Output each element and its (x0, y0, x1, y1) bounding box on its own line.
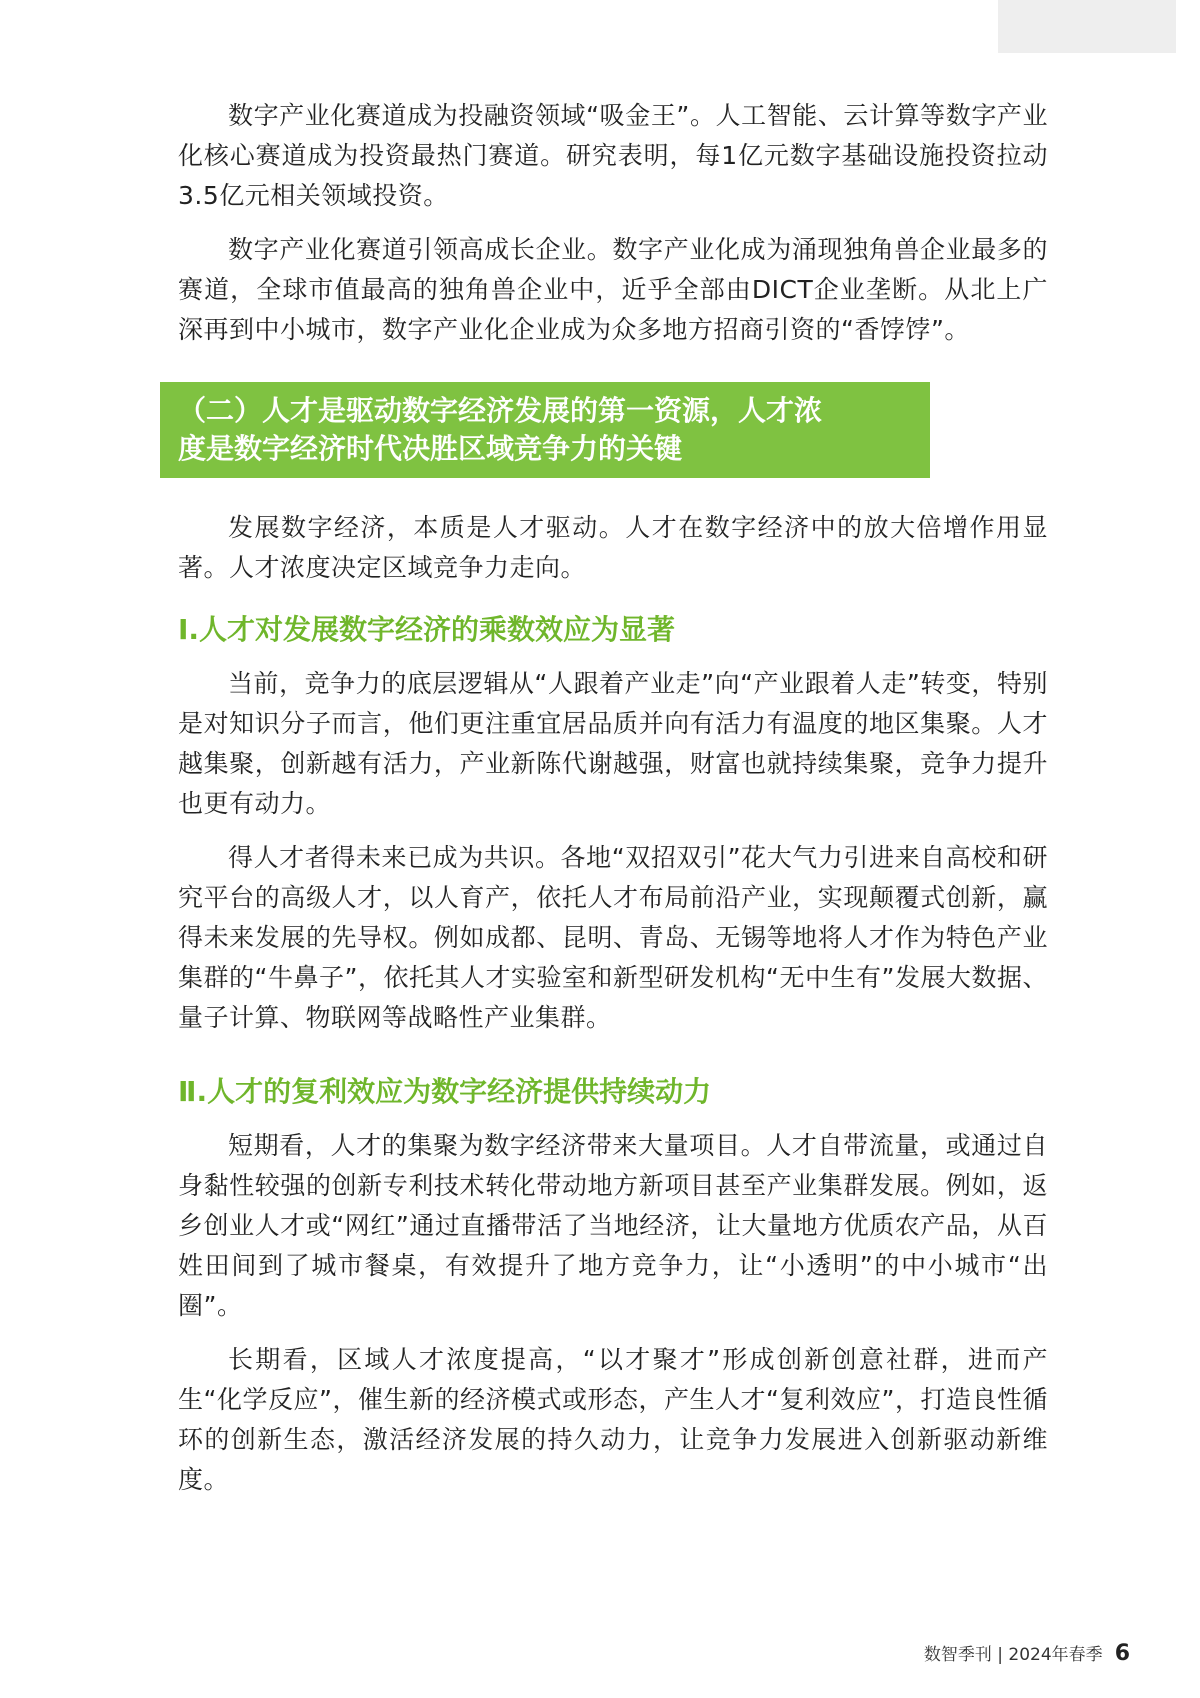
page-number: 6 (1114, 1641, 1130, 1666)
article-body (178, 96, 1048, 1514)
section-heading-line: （二）人才是驱动数字经济发展的第一资源，人才浓 (178, 394, 823, 427)
publication-label: 数智季刊 | 2024年春季 (923, 1645, 1103, 1665)
section-heading-line: 度是数字经济时代决胜区域竞争力的关键 (178, 432, 683, 465)
subsection-heading-1: Ⅰ.人才对发展数字经济的乘数效应为显著 (178, 613, 676, 646)
corner-tab (998, 0, 1176, 53)
paragraph: 短期看，人才的集聚为数字经济带来大量项目。人才自带流量，或通过自身黏性较强的创新专利技术转化带动地方新项目甚至产业集群发展。例如，返乡创业人才或“网红”通过直播带活了当地经济，让大量地方优质农产品，从百姓田间到了城市餐桌，有效提升了地方竞争力，让“小透明”的中小城市“出圈”。 (178, 1131, 1048, 1320)
intro-paragraph: 发展数字经济，本质是人才驱动。人才在数字经济中的放大倍增作用显著。人才浓度决定区域竞争力走向。 (178, 513, 1048, 582)
subsection-heading-2: Ⅱ.人才的复利效应为数字经济提供持续动力 (178, 1075, 712, 1108)
paragraph: 长期看，区域人才浓度提高，“以才聚才”形成创新创意社群，进而产生“化学反应”，催生新的经济模式或形态，产生人才“复利效应”，打造良性循环的创新生态，激活经济发展的持久动力，让竞争力发展进入创新驱动新维度。 (178, 1345, 1048, 1494)
page-footer (924, 1640, 1130, 1666)
paragraph: 当前，竞争力的底层逻辑从“人跟着产业走”向“产业跟着人走”转变，特别是对知识分子而言，他们更注重宜居品质并向有活力有温度的地区集聚。人才越集聚，创新越有活力，产业新陈代谢越强，财富也就持续集聚，竞争力提升也更有动力。 (178, 669, 1048, 818)
section-heading-banner (160, 382, 930, 478)
paragraph: 数字产业化赛道引领高成长企业。数字产业化成为涌现独角兽企业最多的赛道，全球市值最高的独角兽企业中，近乎全部由DICT企业垄断。从北上广深再到中小城市，数字产业化企业成为众多地方招商引资的“香饽饽”。 (178, 235, 1048, 344)
paragraph: 数字产业化赛道成为投融资领域“吸金王”。人工智能、云计算等数字产业化核心赛道成为投资最热门赛道。研究表明，每1亿元数字基础设施投资拉动3.5亿元相关领域投资。 (178, 101, 1048, 210)
paragraph: 得人才者得未来已成为共识。各地“双招双引”花大气力引进来自高校和研究平台的高级人才，以人育产，依托人才布局前沿产业，实现颠覆式创新，赢得未来发展的先导权。例如成都、昆明、青岛、无锡等地将人才作为特色产业集群的“牛鼻子”，依托其人才实验室和新型研发机构“无中生有”发展大数据、量子计算、物联网等战略性产业集群。 (178, 843, 1048, 1032)
